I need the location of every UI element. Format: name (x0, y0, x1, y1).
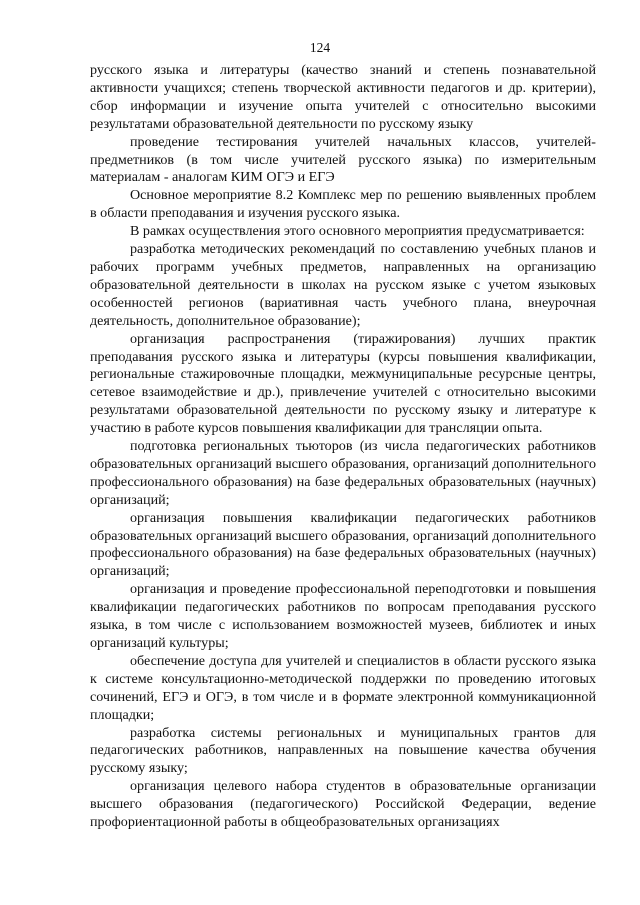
paragraph-continuation: русского языка и литературы (качество знаний и степень познавательной активности учащихся; степень творческой активности педагогов и др. критерии), сбор информации и изучение опыта учителей с относительно высокими результатами образовательной деятельности по русскому языку (90, 62, 596, 132)
paragraph-measure-intro: В рамках осуществления этого основного мероприятия предусматривается: (130, 223, 585, 240)
paragraph-testing: проведение тестирования учителей начальных классов, учителей-предметников (в том числе учителей русского языка) по измерительным материалам - аналогам КИМ ОГЭ и ЕГЭ (90, 133, 596, 186)
paragraph-retraining: организация и проведение профессиональной переподготовки и повышения квалификации педагогических работников по вопросам преподавания русского языка, в том числе с использованием возможностей музеев, библиотек и иных организаций культуры; (90, 581, 596, 651)
paragraph-method-recommendations: разработка методических рекомендаций по составлению учебных планов и рабочих программ учебных предметов, направленных на организацию образовательной деятельности в школах на русском языке с учетом языковых особенностей регионов (вариативная часть учебного плана, внеурочная деятельность, дополнительное образование); (90, 241, 596, 329)
paragraph-grants: разработка системы региональных и муниципальных грантов для педагогических работников, направленных на повышение качества обучения русскому языку; (90, 724, 596, 777)
paragraph-best-practices: организация распространения (тиражирования) лучших практик преподавания русского языка и литературы (курсы повышения квалификации, региональные стажировочные площадки, межмуниципальные ресурсные центры, сетевое взаимодействие и др.), привлечение учителей с относительно высокими результатами образовательной деятельности по русскому языку и литературе к участию в работе курсов повышения квалификации для трансляции опыта. (90, 330, 596, 437)
paragraph-consulting-access: обеспечение доступа для учителей и специалистов в области русского языка к системе консультационно-методической поддержки по проведению итоговых сочинений, ЕГЭ и ОГЭ, в том числе и в формате электронной коммуникационной площадки; (90, 652, 596, 723)
paragraph-qualification: организация повышения квалификации педагогических работников образовательных организаций высшего образования, организаций дополнительного профессионального образования) на базе федеральных образовательных (научных) организаций; (90, 509, 596, 580)
page-number: 124 (309, 40, 331, 55)
paragraph-tutors: подготовка региональных тьюторов (из числа педагогических работников образовательных организаций высшего образования, организаций дополнительного профессионального образования) на базе федеральных образовательных (научных) организаций; (90, 438, 596, 508)
document-body (90, 62, 596, 832)
paragraph-target-enrollment: организация целевого набора студентов в образовательные организации высшего образования (педагогического) Российской Федерации, ведение профориентационной работы в общеобразовательных организациях (90, 778, 596, 831)
paragraph-measure-heading: Основное мероприятие 8.2 Комплекс мер по решению выявленных проблем в области преподавания и изучения русского языка. (90, 187, 596, 222)
